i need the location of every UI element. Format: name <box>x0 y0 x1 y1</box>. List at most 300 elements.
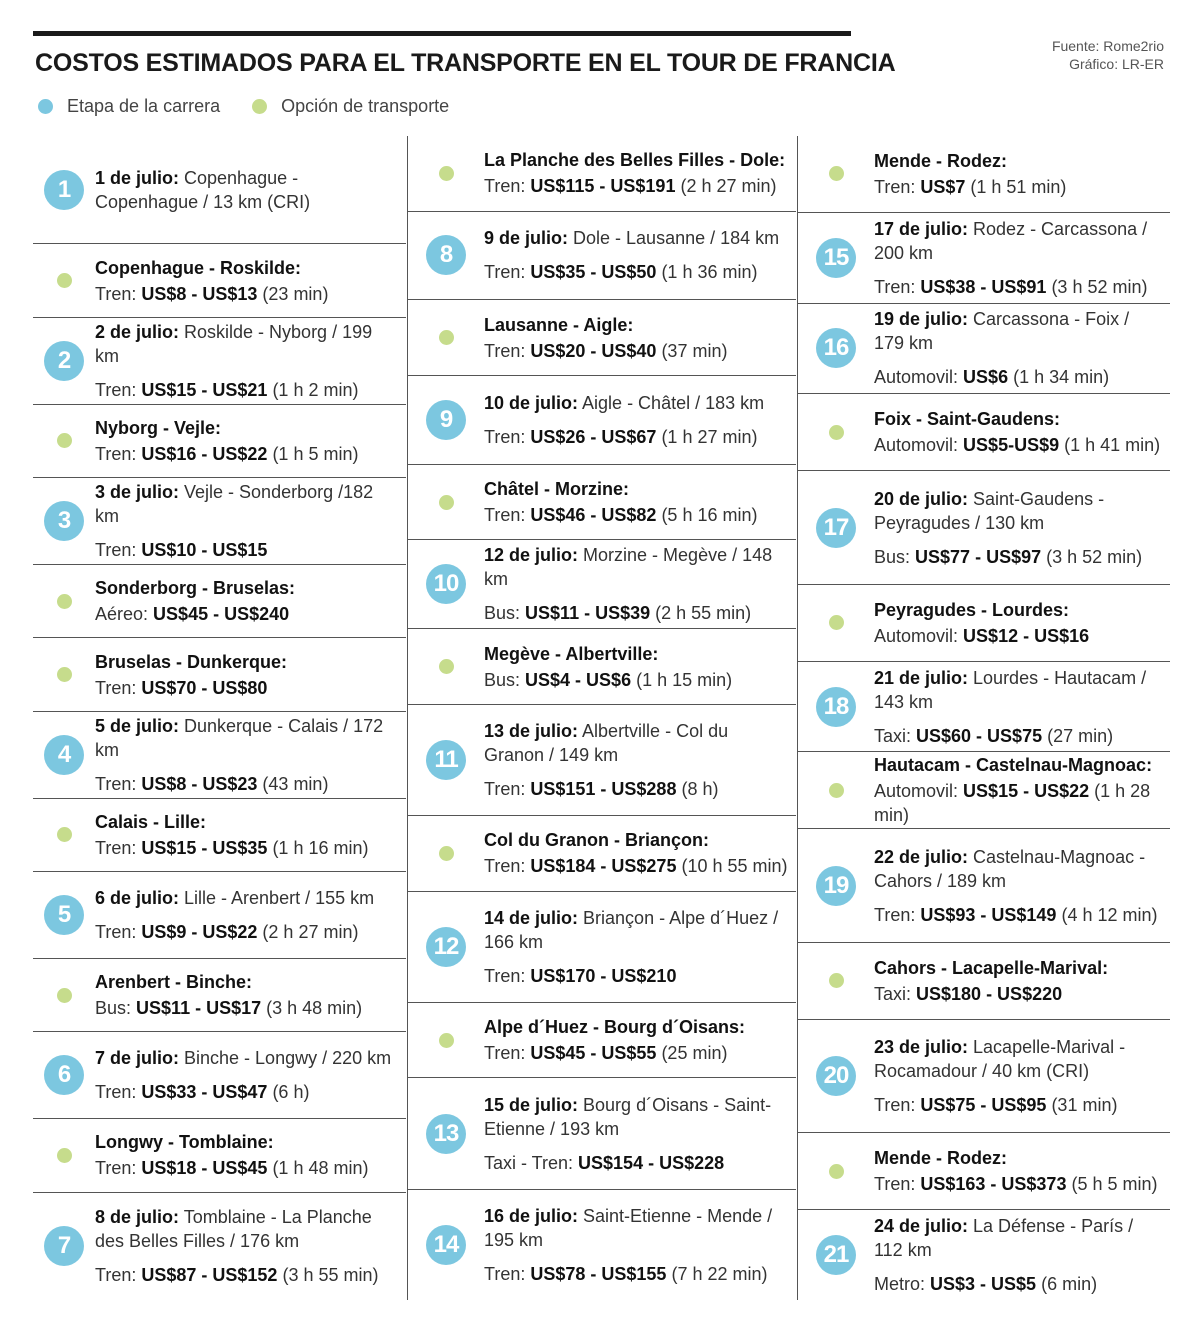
route-title: La Planche des Belles Filles - Dole: <box>484 150 786 171</box>
row-text <box>874 307 1170 389</box>
row-heading <box>874 149 1164 173</box>
transport-price: US$151 - US$288 <box>530 778 677 799</box>
stage-number-badge: 15 <box>816 238 856 278</box>
transport-price: US$15 - US$21 <box>141 379 268 400</box>
row-heading <box>484 906 790 954</box>
stage-row <box>798 304 1170 395</box>
row-text <box>95 714 406 796</box>
transport-mode: Tren: <box>484 965 531 986</box>
transport-price: US$163 - US$373 <box>920 1174 1067 1195</box>
transport-price: US$15 - US$22 <box>963 781 1090 802</box>
transport-dot-icon <box>829 973 844 988</box>
stage-row <box>408 212 796 301</box>
transport-dot-icon <box>57 1148 72 1163</box>
page-title: COSTOS ESTIMADOS PARA EL TRANSPORTE EN EL TOUR DE FRANCIA <box>35 49 896 77</box>
transport-row <box>798 1133 1170 1210</box>
transport-dot-icon <box>57 827 72 842</box>
graphic-credit: Gráfico: LR-ER <box>1069 56 1164 72</box>
row-heading <box>484 543 790 591</box>
transport-duration: (31 min) <box>1046 1095 1118 1116</box>
row-marker <box>408 330 484 345</box>
column-1 <box>33 136 406 1300</box>
row-marker <box>408 659 484 674</box>
transport-mode: Tren: <box>484 340 531 361</box>
transport-dot-icon <box>57 273 72 288</box>
transport-row <box>408 136 796 212</box>
route-title: Peyragudes - Lourdes: <box>874 599 1070 620</box>
transport-row <box>408 300 796 376</box>
transport-info <box>874 545 1164 569</box>
stage-row <box>798 829 1170 942</box>
stage-date: 22 de julio: <box>874 846 969 867</box>
row-text <box>95 576 406 626</box>
row-marker <box>33 594 95 609</box>
legend-stage-label: Etapa de la carrera <box>67 96 221 116</box>
transport-price: US$20 - US$40 <box>530 340 657 361</box>
transport-duration: (5 h 16 min) <box>656 505 758 526</box>
row-text <box>484 719 796 801</box>
transport-mode: Tren: <box>95 443 142 464</box>
row-text <box>95 1205 406 1287</box>
row-text <box>874 956 1170 1006</box>
transport-duration: (8 h) <box>676 778 719 799</box>
row-text <box>874 598 1170 648</box>
stage-route: Rodez - Carcassona / 200 km <box>874 218 1148 263</box>
transport-dot-icon <box>439 330 454 345</box>
stage-row <box>408 376 796 465</box>
transport-mode: Automovil: <box>874 625 964 646</box>
stage-date: 24 de julio: <box>874 1216 969 1237</box>
row-text <box>874 149 1170 199</box>
transport-dot-icon <box>439 659 454 674</box>
stage-row <box>408 705 796 816</box>
transport-price: US$11 - US$17 <box>136 998 262 1019</box>
row-marker <box>33 433 95 448</box>
transport-info <box>484 339 790 363</box>
row-marker <box>33 667 95 682</box>
transport-price: US$60 - US$75 <box>916 725 1043 746</box>
row-heading <box>874 307 1164 355</box>
row-text <box>484 906 796 988</box>
transport-mode: Bus: <box>874 546 916 567</box>
transport-info <box>484 1262 790 1286</box>
row-heading <box>95 166 400 214</box>
transport-mode: Tren: <box>874 1095 921 1116</box>
row-heading <box>484 1015 790 1039</box>
stage-route: Castelnau-Magnoac - Cahors / 189 km <box>874 846 1146 891</box>
transport-mode: Tren: <box>874 1174 921 1195</box>
stage-date: 2 de julio: <box>95 321 180 342</box>
row-heading <box>95 970 400 994</box>
stage-route: Copenhague - Copenhague / 13 km (CRI) <box>95 167 311 212</box>
transport-price: US$78 - US$155 <box>530 1263 667 1284</box>
row-text <box>95 480 406 562</box>
stage-row <box>408 1190 796 1300</box>
transport-info <box>484 503 790 527</box>
row-text <box>95 970 406 1020</box>
stage-date: 17 de julio: <box>874 218 969 239</box>
stage-route: Vejle - Sonderborg /182 km <box>95 482 374 527</box>
row-marker <box>408 564 484 604</box>
stage-route: Morzine - Megève / 148 km <box>484 545 773 590</box>
stage-row <box>798 213 1170 304</box>
transport-dot-icon <box>57 433 72 448</box>
transport-info <box>95 836 400 860</box>
row-marker <box>798 1235 874 1275</box>
stage-number-badge: 14 <box>426 1225 466 1265</box>
row-marker <box>798 783 874 798</box>
transport-price: US$70 - US$80 <box>141 677 268 698</box>
transport-mode: Tren: <box>95 379 142 400</box>
stage-route: Aigle - Châtel / 183 km <box>578 392 765 413</box>
row-heading <box>874 217 1164 265</box>
row-text <box>874 753 1170 827</box>
legend-transport-label: Opción de transporte <box>281 96 450 116</box>
stage-date: 12 de julio: <box>484 545 579 566</box>
transport-info <box>484 601 790 625</box>
row-marker <box>33 895 95 935</box>
row-marker <box>408 495 484 510</box>
row-heading <box>874 487 1164 535</box>
transport-duration: (27 min) <box>1042 725 1114 746</box>
transport-mode: Tren: <box>95 677 142 698</box>
transport-price: US$3 - US$5 <box>930 1274 1037 1295</box>
stage-row <box>408 540 796 629</box>
row-heading <box>874 666 1164 714</box>
row-text <box>874 1214 1170 1296</box>
row-marker <box>408 400 484 440</box>
transport-duration: (10 h 55 min) <box>676 856 788 877</box>
transport-price: US$11 - US$39 <box>525 603 651 624</box>
transport-price: US$4 - US$6 <box>525 669 632 690</box>
legend <box>38 96 481 117</box>
stage-date: 13 de julio: <box>484 720 579 741</box>
stage-number-badge: 10 <box>426 564 466 604</box>
row-marker <box>408 1033 484 1048</box>
row-text <box>95 320 406 402</box>
transport-duration: (43 min) <box>257 773 329 794</box>
transport-mode: Metro: <box>874 1274 931 1295</box>
row-marker <box>798 425 874 440</box>
stage-date: 19 de julio: <box>874 309 969 330</box>
transport-duration: (1 h 15 min) <box>631 669 733 690</box>
stage-number-badge: 18 <box>816 687 856 727</box>
transport-mode: Tren: <box>95 1082 142 1103</box>
row-heading <box>95 714 400 762</box>
row-marker <box>408 235 484 275</box>
row-heading <box>484 1093 790 1141</box>
transport-price: US$45 - US$55 <box>530 1043 657 1064</box>
transport-price: US$75 - US$95 <box>920 1095 1047 1116</box>
row-text <box>484 1093 796 1175</box>
stage-row <box>408 892 796 1003</box>
stage-row <box>798 1020 1170 1133</box>
transport-price: US$170 - US$210 <box>530 965 677 986</box>
transport-price: US$115 - US$191 <box>530 176 676 197</box>
transport-info <box>874 903 1164 927</box>
stage-row <box>33 872 406 959</box>
transport-row <box>33 959 406 1033</box>
transport-info <box>874 624 1164 648</box>
row-text <box>95 650 406 700</box>
transport-duration: (1 h 28 min) <box>874 781 1151 826</box>
row-text <box>484 543 796 625</box>
transport-mode: Automovil: <box>874 367 964 388</box>
row-heading <box>95 1205 400 1253</box>
transport-price: US$180 - US$220 <box>916 983 1063 1004</box>
transport-info <box>484 777 790 801</box>
transport-price: US$35 - US$50 <box>530 262 657 283</box>
row-marker <box>798 1164 874 1179</box>
transport-info <box>95 772 400 796</box>
transport-dot-icon <box>439 846 454 861</box>
row-heading <box>95 810 400 834</box>
row-text <box>484 477 796 527</box>
transport-row <box>33 244 406 318</box>
row-heading <box>95 256 400 280</box>
transport-duration: (1 h 48 min) <box>267 1158 369 1179</box>
row-heading <box>874 956 1164 980</box>
stage-number-badge: 12 <box>426 927 466 967</box>
row-heading <box>874 1146 1164 1170</box>
transport-duration: (6 min) <box>1036 1274 1098 1295</box>
row-marker <box>798 166 874 181</box>
row-text <box>95 810 406 860</box>
row-marker <box>33 735 95 775</box>
row-heading <box>95 650 400 674</box>
transport-mode: Tren: <box>484 426 531 447</box>
transport-row <box>798 943 1170 1020</box>
transport-duration: (1 h 5 min) <box>267 443 359 464</box>
stage-row <box>33 1032 406 1119</box>
row-marker <box>408 740 484 780</box>
transport-duration: (25 min) <box>656 1043 728 1064</box>
transport-info <box>874 1172 1164 1196</box>
transport-price: US$26 - US$67 <box>530 426 657 447</box>
row-heading <box>484 642 790 666</box>
row-text <box>874 217 1170 299</box>
row-text <box>95 166 406 214</box>
transport-mode: Tren: <box>95 283 142 304</box>
stage-date: 21 de julio: <box>874 667 969 688</box>
transport-duration: (1 h 2 min) <box>267 379 359 400</box>
stage-route: Lille - Arenbert / 155 km <box>179 888 375 909</box>
transport-price: US$12 - US$16 <box>963 625 1090 646</box>
transport-price: US$15 - US$35 <box>141 837 268 858</box>
transport-info <box>95 538 400 562</box>
route-title: Sonderborg - Bruselas: <box>95 578 296 599</box>
row-text <box>484 1204 796 1286</box>
row-marker <box>33 1148 95 1163</box>
transport-mode: Taxi - Tren: <box>484 1152 579 1173</box>
transport-info <box>874 175 1164 199</box>
row-heading <box>874 407 1164 431</box>
row-text <box>484 828 796 878</box>
transport-info <box>874 779 1164 827</box>
transport-mode: Tren: <box>484 856 531 877</box>
transport-info <box>95 282 400 306</box>
transport-mode: Tren: <box>874 904 921 925</box>
row-text <box>874 1035 1170 1117</box>
transport-mode: Tren: <box>95 540 142 561</box>
transport-dot-icon <box>829 166 844 181</box>
transport-price: US$33 - US$47 <box>141 1082 268 1103</box>
transport-info <box>95 442 400 466</box>
transport-row <box>33 1119 406 1193</box>
stage-row <box>798 662 1170 753</box>
stage-row <box>33 712 406 799</box>
row-marker <box>33 170 95 210</box>
route-title: Foix - Saint-Gaudens: <box>874 409 1061 430</box>
stage-number-badge: 21 <box>816 1235 856 1275</box>
row-marker <box>798 973 874 988</box>
row-text <box>95 1130 406 1180</box>
transport-duration: (2 h 27 min) <box>257 922 359 943</box>
row-marker <box>798 328 874 368</box>
top-rule <box>33 31 851 36</box>
row-text <box>874 487 1170 569</box>
transport-duration: (4 h 12 min) <box>1056 904 1158 925</box>
row-heading <box>95 1046 400 1070</box>
row-text <box>874 845 1170 927</box>
row-marker <box>798 615 874 630</box>
transport-dot-icon <box>829 783 844 798</box>
route-title: Alpe d´Huez - Bourg d´Oisans: <box>484 1017 745 1038</box>
transport-duration: (1 h 51 min) <box>965 176 1067 197</box>
stage-date: 3 de julio: <box>95 482 180 503</box>
route-title: Châtel - Morzine: <box>484 479 630 500</box>
transport-price: US$16 - US$22 <box>141 443 268 464</box>
row-marker <box>408 1114 484 1154</box>
transport-mode: Tren: <box>95 1265 142 1286</box>
transport-mode: Automovil: <box>874 781 964 802</box>
row-heading <box>95 576 400 600</box>
row-marker <box>33 501 95 541</box>
route-title: Col du Granon - Briançon: <box>484 830 709 851</box>
row-marker <box>33 273 95 288</box>
transport-info <box>95 996 400 1020</box>
stage-route: Binche - Longwy / 220 km <box>179 1048 392 1069</box>
transport-info <box>484 964 790 988</box>
transport-info <box>484 854 790 878</box>
stage-row <box>798 1210 1170 1300</box>
stage-date: 5 de julio: <box>95 715 180 736</box>
stage-date: 16 de julio: <box>484 1205 579 1226</box>
transport-info <box>95 920 400 944</box>
row-marker <box>798 687 874 727</box>
transport-dot-icon <box>829 1164 844 1179</box>
transport-price: US$46 - US$82 <box>530 505 657 526</box>
row-heading <box>484 313 790 337</box>
transport-dot-icon <box>252 99 267 114</box>
stage-number-badge: 3 <box>44 501 84 541</box>
stage-row <box>33 478 406 565</box>
stage-date: 20 de julio: <box>874 488 969 509</box>
stage-row <box>33 318 406 405</box>
transport-duration: (3 h 48 min) <box>261 998 363 1019</box>
stage-route: La Défense - París / 112 km <box>874 1216 1134 1261</box>
transport-mode: Tren: <box>484 505 531 526</box>
transport-info <box>484 425 790 449</box>
row-heading <box>484 226 790 250</box>
transport-duration: (3 h 52 min) <box>1046 276 1148 297</box>
stage-route: Lacapelle-Marival - Rocamadour / 40 km (CRI) <box>874 1037 1126 1082</box>
transport-row <box>33 405 406 479</box>
row-marker <box>33 1055 95 1095</box>
route-title: Mende - Rodez: <box>874 1148 1007 1169</box>
transport-info <box>95 1156 400 1180</box>
transport-price: US$77 - US$97 <box>915 546 1042 567</box>
transport-price: US$38 - US$91 <box>920 276 1047 297</box>
stage-row <box>33 1193 406 1300</box>
row-text <box>484 391 796 449</box>
stage-date: 10 de julio: <box>484 392 579 413</box>
stage-route: Briançon - Alpe d´Huez / 166 km <box>484 907 779 952</box>
stage-route: Roskilde - Nyborg / 199 km <box>95 321 373 366</box>
transport-duration: (5 h 5 min) <box>1066 1174 1158 1195</box>
transport-row <box>33 799 406 873</box>
transport-mode: Tren: <box>484 262 531 283</box>
transport-price: US$6 <box>963 367 1009 388</box>
row-marker <box>408 846 484 861</box>
stage-route: Saint-Etienne - Mende / 195 km <box>484 1205 773 1250</box>
stage-number-badge: 4 <box>44 735 84 775</box>
transport-duration: (1 h 27 min) <box>656 426 758 447</box>
transport-mode: Tren: <box>484 176 531 197</box>
transport-info <box>874 1093 1164 1117</box>
transport-mode: Taxi: <box>874 725 917 746</box>
row-heading <box>874 753 1164 777</box>
column-2 <box>407 136 796 1300</box>
transport-row <box>408 465 796 541</box>
route-title: Cahors - Lacapelle-Marival: <box>874 957 1109 978</box>
transport-price: US$8 - US$23 <box>141 773 258 794</box>
transport-mode: Aéreo: <box>95 604 154 625</box>
stage-number-badge: 1 <box>44 170 84 210</box>
stage-route: Saint-Gaudens - Peyragudes / 130 km <box>874 488 1105 533</box>
transport-mode: Tren: <box>484 1263 531 1284</box>
transport-info <box>874 433 1164 457</box>
transport-price: US$7 <box>920 176 966 197</box>
transport-info <box>484 1151 790 1175</box>
stage-row <box>408 1078 796 1189</box>
transport-row <box>798 136 1170 213</box>
transport-info <box>874 724 1164 748</box>
stage-number-badge: 17 <box>816 508 856 548</box>
transport-row <box>33 565 406 639</box>
transport-price: US$87 - US$152 <box>141 1265 278 1286</box>
row-heading <box>874 1035 1164 1083</box>
row-text <box>95 886 406 944</box>
row-heading <box>484 719 790 767</box>
transport-dot-icon <box>829 615 844 630</box>
row-heading <box>874 598 1164 622</box>
transport-mode: Automovil: <box>874 435 964 456</box>
transport-duration: (3 h 52 min) <box>1041 546 1143 567</box>
stage-route: Carcassona - Foix / 179 km <box>874 309 1130 354</box>
transport-dot-icon <box>57 988 72 1003</box>
row-marker <box>408 1225 484 1265</box>
transport-mode: Tren: <box>95 922 142 943</box>
stage-date: 8 de julio: <box>95 1207 180 1228</box>
transport-price: US$93 - US$149 <box>920 904 1057 925</box>
row-heading <box>484 1204 790 1252</box>
transport-duration: (2 h 27 min) <box>675 176 777 197</box>
row-text <box>484 148 796 198</box>
row-text <box>484 1015 796 1065</box>
transport-info <box>874 365 1164 389</box>
row-text <box>95 1046 406 1104</box>
